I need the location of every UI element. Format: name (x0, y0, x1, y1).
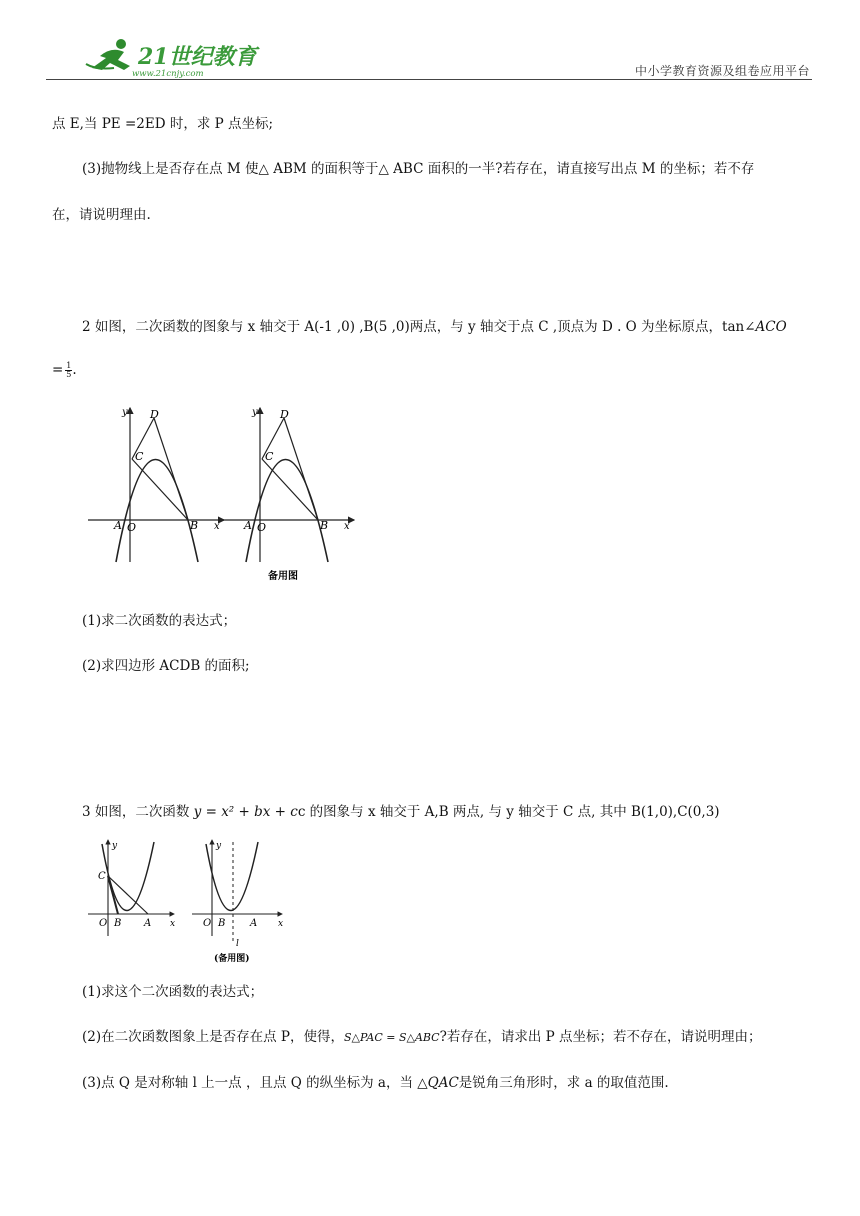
fraction-numerator: 1 (66, 361, 72, 370)
question-3-text-b: c 的图象与 x 轴交于 A,B 两点, 与 y 轴交于 C 点, 其中 B(1,0),C(0,3) (297, 804, 720, 820)
svg-text:y: y (122, 407, 128, 418)
question-3-stem (82, 802, 720, 822)
question-2-angle: ∠ACO (744, 319, 787, 335)
logo (66, 36, 266, 78)
parabola (116, 460, 198, 563)
question-3-part-3-text-b: 是锐角三角形时，求 a 的取值范围. (458, 1075, 669, 1091)
svg-text:B: B (190, 519, 199, 532)
svg-text:A: A (114, 519, 122, 532)
svg-text:D: D (280, 408, 289, 421)
question-3-part-3 (82, 1073, 669, 1093)
fraction-denominator: 5 (66, 370, 72, 379)
question-3-part-1: (1)求这个二次函数的表达式； (82, 984, 264, 1000)
question-3-triangle: QAC (427, 1075, 459, 1091)
svg-text:x: x (170, 919, 176, 929)
question-2-part-2: (2)求四边形 ACDB 的面积; (82, 658, 250, 674)
svg-text:D: D (150, 408, 159, 421)
svg-text:B: B (320, 519, 329, 532)
text-line-3: 在，请说明理由. (52, 207, 151, 223)
question-3-part-2 (82, 1027, 762, 1048)
svg-text:A: A (250, 918, 258, 929)
svg-text:A: A (144, 918, 152, 929)
header-divider (46, 79, 812, 80)
svg-text:x: x (278, 919, 284, 929)
svg-text:O: O (203, 918, 212, 929)
figure-3-main (88, 840, 175, 936)
svg-text:O: O (99, 918, 108, 929)
svg-text:A: A (244, 519, 252, 532)
question-2-figures (86, 402, 361, 587)
svg-text:y: y (216, 841, 222, 851)
svg-text:O: O (127, 521, 137, 534)
question-2-text: 2 如图，二次函数的图象与 x 轴交于 A(-1 ,0) ,B(5 ,0)两点，与 y 轴交于点 C ,顶点为 D . O 为坐标原点，tan (82, 319, 745, 335)
figure-2-spare (218, 407, 354, 562)
header-platform-name: 中小学教育资源及组卷应用平台 (634, 64, 810, 78)
question-3-text-a: 3 如图，二次函数 (82, 804, 194, 820)
svg-text:B: B (114, 918, 122, 929)
svg-text:l: l (236, 939, 239, 949)
text-line-2: (3)抛物线上是否存在点 M 使△ ABM 的面积等于△ ABC 面积的一半?若存在，请直接写出点 M 的坐标；若不存 (82, 161, 755, 177)
svg-text:x: x (344, 521, 350, 532)
question-3-area-equation: S△PAC = S△ABC (344, 1031, 440, 1044)
question-2-fraction-line: = $\frac{1}{5}$ . (52, 361, 77, 379)
svg-text:B: B (218, 918, 226, 929)
logo-url: www.21cnjy.com (132, 69, 204, 78)
svg-text:C: C (265, 450, 274, 463)
question-3-part-3-text-a: (3)点 Q 是对称轴 l 上一点 ，且点 Q 的纵坐标为 a，当 △ (82, 1075, 428, 1091)
question-2-equals: = (52, 362, 64, 378)
svg-text:O: O (257, 521, 267, 534)
svg-text:y: y (112, 841, 118, 851)
logo-title: 21世纪教育 (138, 44, 257, 70)
question-3-part-2-text-a: (2)在二次函数图象上是否存在点 P，使得， (82, 1029, 344, 1045)
svg-text:C: C (135, 450, 144, 463)
svg-text:y: y (252, 407, 258, 418)
question-2-part-1: (1)求二次函数的表达式； (82, 613, 237, 629)
page-header (46, 36, 812, 80)
figure-2-caption: 备用图 (268, 571, 298, 582)
text-line-1: 点 E,当 PE =2ED 时，求 P 点坐标; (52, 116, 274, 132)
question-2-stem (82, 317, 787, 337)
fraction-one-fifth (65, 362, 72, 379)
svg-text:C: C (98, 871, 106, 882)
figure-3-caption: (备用图) (214, 954, 250, 964)
svg-text:x: x (214, 521, 220, 532)
runner-icon (86, 39, 130, 70)
question-3-formula: y = x² + bx + c (193, 804, 298, 820)
figure-2-main (88, 407, 224, 562)
figure-3-spare (192, 840, 283, 949)
question-3-figures (86, 836, 286, 966)
question-3-part-2-text-b: ?若存在，请求出 P 点坐标；若不存在，请说明理由； (439, 1029, 762, 1045)
